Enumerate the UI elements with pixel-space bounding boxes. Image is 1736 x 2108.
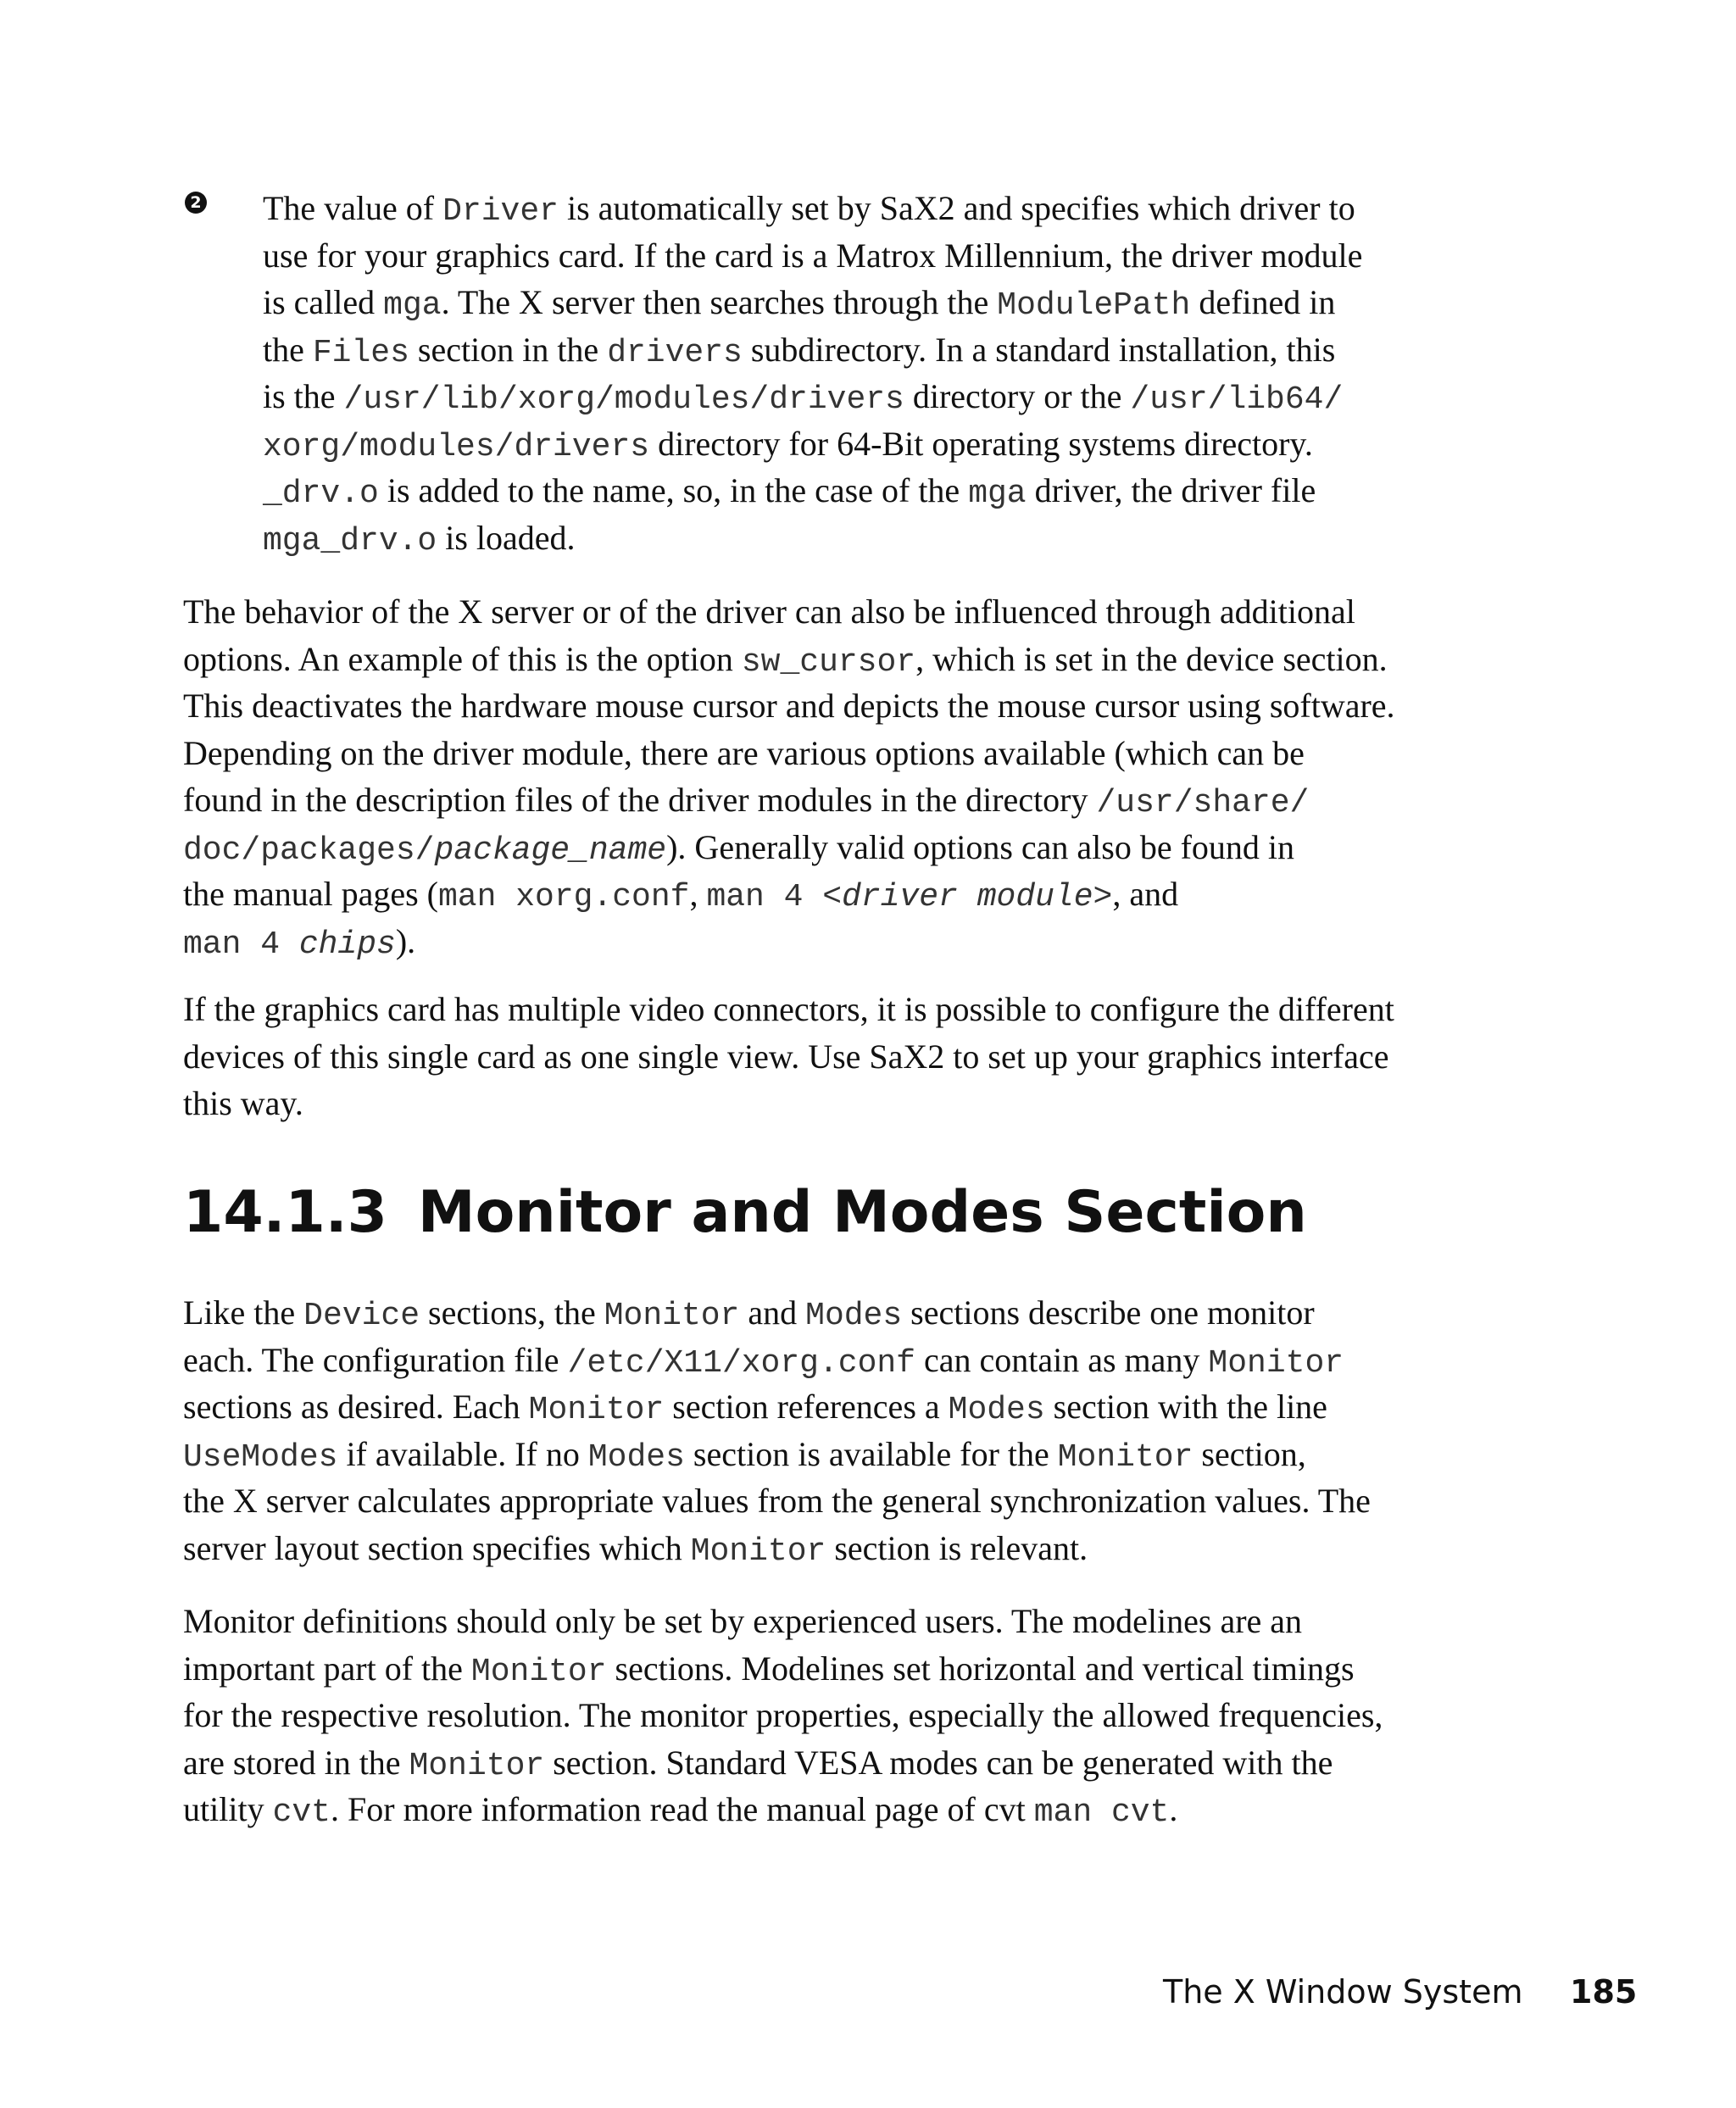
text-run: are stored in the: [183, 1743, 409, 1782]
text-run: if available. If no: [337, 1434, 588, 1473]
inline-code: drivers: [607, 334, 743, 371]
text-run: driver, the driver file: [1026, 471, 1316, 509]
text-run: can contain as many: [915, 1340, 1209, 1379]
inline-code: /etc/X11/xorg.conf: [567, 1344, 915, 1382]
text-run: the: [263, 330, 313, 369]
text-line: [263, 420, 1424, 468]
text-run: section,: [1193, 1434, 1306, 1473]
inline-code: UseModes: [183, 1438, 338, 1476]
inline-code: sw_cursor: [741, 643, 916, 681]
text-line: [263, 373, 1424, 420]
section-number: 14.1.3: [183, 1179, 387, 1246]
text-run: Like the: [183, 1293, 304, 1332]
callout-number-2-icon: 2: [185, 192, 207, 214]
inline-code: mga: [383, 287, 442, 324]
inline-code: _drv.o: [263, 476, 379, 512]
text-run: important part of the: [183, 1649, 471, 1688]
text-run: sections describe one monitor: [902, 1293, 1315, 1332]
inline-code: man cvt: [1033, 1794, 1170, 1831]
text-run: directory for 64-Bit operating systems directory.: [649, 424, 1313, 463]
text-run: server layout section specifies which: [183, 1528, 691, 1567]
text-line: [183, 1431, 1421, 1478]
text-run: If the graphics card has multiple video connectors, it is possible to configure the different: [183, 990, 1394, 1028]
section-title: Monitor and Modes Section: [417, 1179, 1307, 1246]
text-run: is loaded.: [437, 518, 576, 557]
paragraph-driver-options: [183, 588, 1421, 965]
inline-code: doc/packages/: [183, 832, 435, 869]
inline-code: /usr/lib/xorg/modules/drivers: [343, 381, 904, 418]
text-line: [263, 232, 1424, 280]
text-run: options. An example of this is the option: [183, 639, 742, 678]
text-run: Monitor definitions should only be set by experienced users. The modelines are an: [183, 1602, 1303, 1640]
inline-code: Monitor: [604, 1298, 740, 1334]
paragraph-modelines: [183, 1598, 1421, 1833]
inline-code: man xorg.conf: [438, 879, 690, 915]
inline-code: Monitor: [528, 1392, 665, 1428]
text-run: is added to the name, so, in the case of the: [378, 471, 969, 509]
text-line: [183, 1786, 1421, 1833]
inline-code: Monitor: [1057, 1438, 1194, 1476]
text-run: sections, the: [420, 1293, 604, 1332]
inline-code: /usr/share/: [1096, 785, 1310, 821]
inline-code: Driver: [442, 193, 559, 230]
text-line: [263, 185, 1424, 232]
inline-code: mga_drv.o: [263, 522, 437, 559]
page-number: 185: [1570, 1973, 1638, 2011]
text-run: section references a: [664, 1388, 949, 1426]
text-line: [263, 326, 1424, 374]
section-heading: [183, 1175, 1307, 1251]
text-line: [183, 776, 1421, 824]
text-line: [183, 588, 1421, 636]
text-run: , and: [1112, 875, 1179, 913]
text-run: is called: [263, 283, 384, 321]
text-run: the manual pages (: [183, 875, 438, 913]
inline-code: Modes: [805, 1298, 903, 1334]
text-run: The behavior of the X server or of the driver can also be influenced through additional: [183, 592, 1355, 631]
text-run: sections as desired. Each: [183, 1388, 529, 1426]
text-run: utility: [183, 1790, 273, 1828]
paragraph-video-connectors: [183, 986, 1421, 1127]
callout-paragraph: [263, 185, 1424, 561]
text-line: [183, 986, 1421, 1033]
text-line: [263, 467, 1424, 514]
text-line: [183, 1645, 1421, 1693]
text-run: is the: [263, 377, 344, 415]
inline-code: Modes: [948, 1392, 1045, 1428]
text-line: [183, 1525, 1421, 1572]
text-run: section. Standard VESA modes can be generated with the: [544, 1743, 1333, 1782]
text-run: . For more information read the manual page of cvt: [331, 1790, 1034, 1828]
inline-code: Device: [303, 1298, 420, 1334]
inline-code: /usr/lib64/: [1130, 381, 1344, 418]
inline-code-placeholder: <driver module>: [822, 879, 1113, 915]
text-line: [183, 1598, 1421, 1645]
text-run: directory or the: [904, 377, 1131, 415]
inline-code: Files: [312, 334, 409, 371]
text-run: defined in: [1190, 283, 1336, 321]
inline-code: Monitor: [470, 1653, 607, 1690]
text-run: section is relevant.: [826, 1528, 1088, 1567]
text-line: [183, 636, 1421, 683]
text-line: [183, 1477, 1421, 1525]
text-line: [263, 279, 1424, 326]
text-run: Depending on the driver module, there are various options available (which can be: [183, 733, 1305, 772]
inline-code-placeholder: package_name: [434, 832, 667, 869]
text-line: [183, 1739, 1421, 1787]
text-run: devices of this single card as one single view. Use SaX2 to set up your graphics interface: [183, 1037, 1389, 1076]
text-run: section with the line: [1044, 1388, 1327, 1426]
text-run: ,: [689, 875, 707, 913]
text-run: ). Generally valid options can also be found in: [666, 827, 1295, 866]
text-line: [183, 682, 1421, 730]
text-run: The value of: [263, 189, 443, 227]
text-run: subdirectory. In a standard installation, this: [742, 330, 1336, 369]
text-line: [183, 918, 1421, 965]
text-run: use for your graphics card. If the card is a Matrox Millennium, the driver module: [263, 236, 1363, 275]
text-run: This deactivates the hardware mouse cursor and depicts the mouse cursor using software.: [183, 687, 1395, 725]
text-run: ).: [395, 921, 416, 960]
text-run: the X server calculates appropriate values from the general synchronization values. The: [183, 1482, 1371, 1520]
text-line: [263, 514, 1424, 562]
text-line: [183, 1289, 1421, 1337]
inline-code: mga: [968, 476, 1027, 512]
text-run: for the respective resolution. The monitor properties, especially the allowed frequencies,: [183, 1696, 1383, 1734]
text-line: [183, 1337, 1421, 1384]
inline-code: xorg/modules/drivers: [263, 428, 650, 465]
text-run: . The X server then searches through the: [441, 283, 998, 321]
text-run: section in the: [409, 330, 608, 369]
inline-code: Monitor: [690, 1532, 826, 1570]
inline-code: Monitor: [409, 1747, 545, 1784]
text-line: [183, 870, 1421, 918]
text-line: [183, 824, 1421, 871]
inline-code-placeholder: chips: [298, 926, 396, 963]
text-line: [183, 730, 1421, 777]
text-run: is automatically set by SaX2 and specifies which driver to: [558, 189, 1355, 227]
text-run: section is available for the: [684, 1434, 1058, 1473]
text-run: and: [739, 1293, 806, 1332]
inline-code: cvt: [272, 1794, 331, 1831]
text-line: [183, 1033, 1421, 1081]
inline-code: Monitor: [1208, 1344, 1344, 1382]
inline-code: Modes: [587, 1438, 685, 1476]
text-run: .: [1169, 1790, 1178, 1828]
text-run: , which is set in the device section.: [915, 639, 1388, 678]
text-run: each. The configuration file: [183, 1340, 568, 1379]
inline-code: man 4: [706, 879, 823, 915]
text-run: this way.: [183, 1084, 303, 1122]
text-line: [183, 1080, 1421, 1127]
inline-code: ModulePath: [997, 287, 1191, 324]
text-line: [183, 1692, 1421, 1739]
inline-code: man 4: [183, 926, 299, 963]
running-footer-title: The X Window System: [1163, 1973, 1523, 2011]
text-line: [183, 1383, 1421, 1431]
text-run: found in the description files of the driver modules in the directory: [183, 781, 1097, 819]
text-run: sections. Modelines set horizontal and vertical timings: [606, 1649, 1355, 1688]
paragraph-monitor-sections: [183, 1289, 1421, 1571]
